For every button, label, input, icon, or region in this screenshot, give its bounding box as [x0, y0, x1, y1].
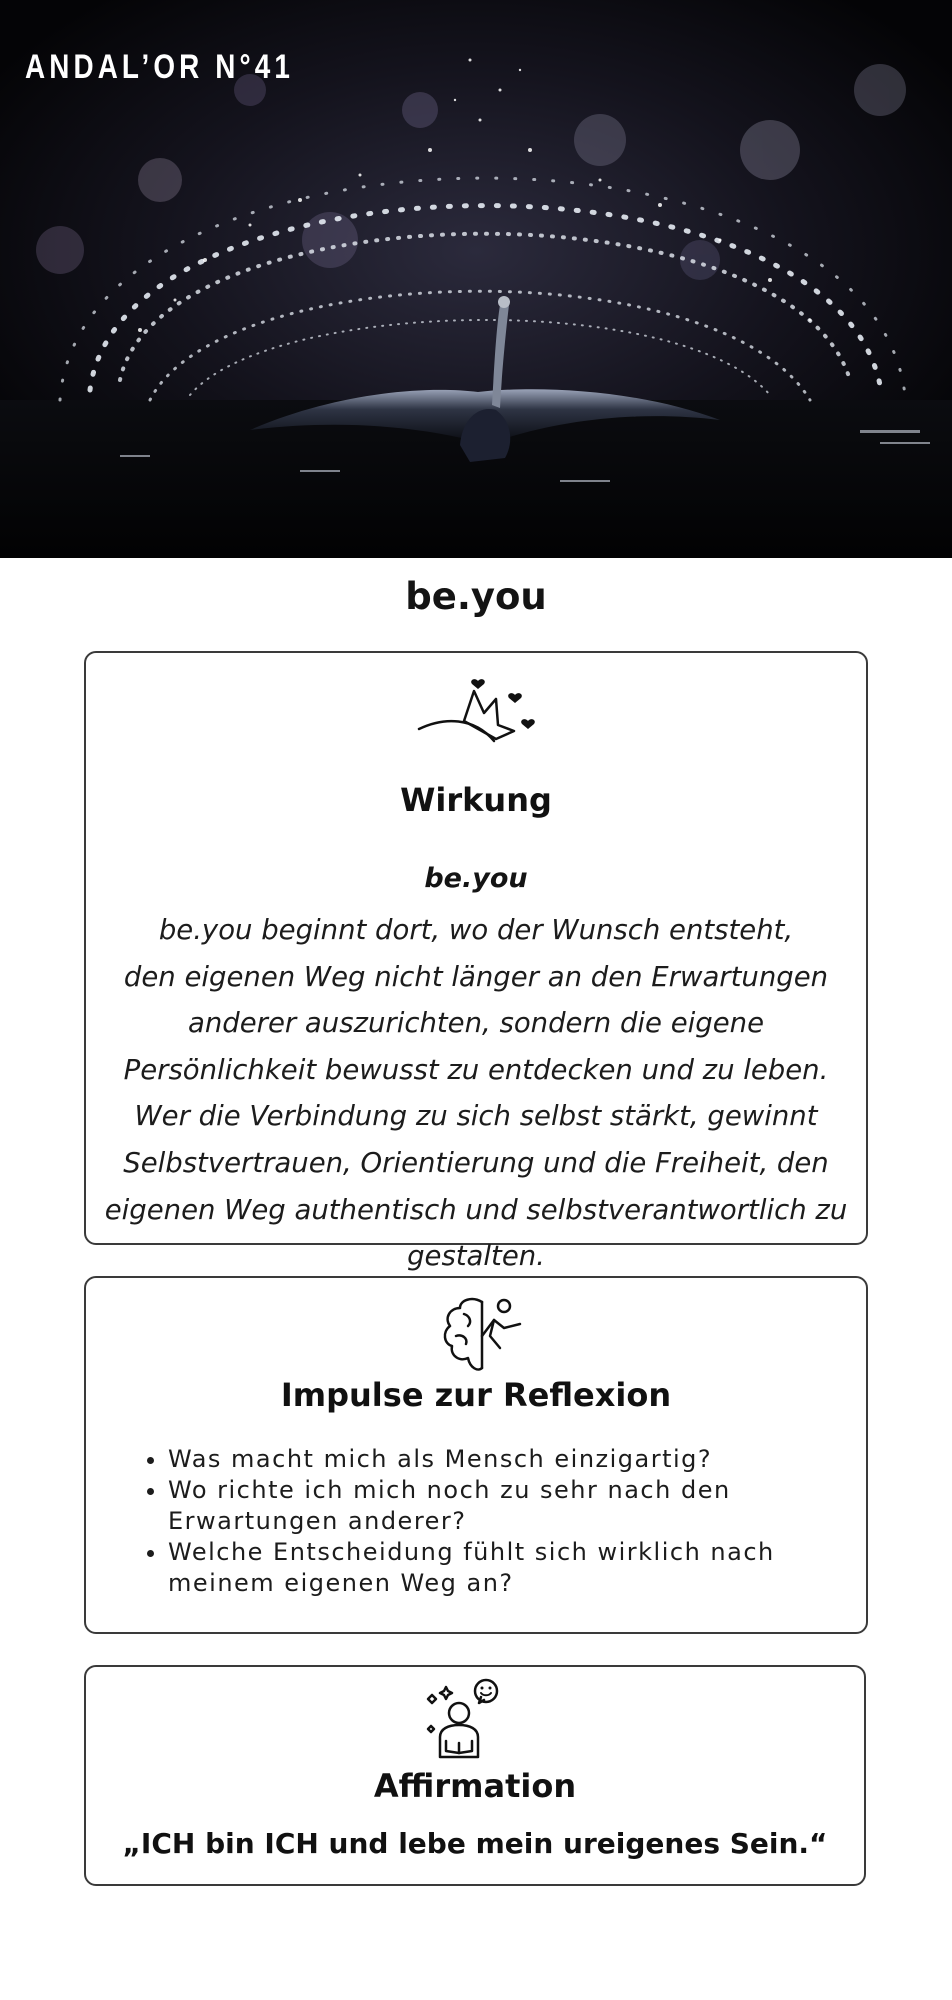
reflection-heading: Impulse zur Reflexion	[280, 1376, 672, 1414]
person-reading-with-smiley-icon	[424, 1677, 504, 1759]
effect-subtitle: be.you	[424, 863, 528, 894]
effect-body-text: be.you beginnt dort, wo der Wunsch entsteht, den eigenen Weg nicht länger an den Erwartungen anderer auszurichten, sondern die eigene Persönlichkeit bewusst zu entdecken und zu leben. Wer die Verbindung zu sich selbst stärkt, gewinnt Selbstvertrauen, Orientierung und die Freiheit, den eigenen Weg authentisch und selbstverantwortlich zu gestalten.	[104, 914, 848, 1273]
effect-card	[84, 651, 868, 1273]
reflection-list	[128, 1444, 846, 1599]
affirmation-text: „ICH bin ICH und lebe mein ureigenes Sein.“	[122, 1827, 828, 1860]
brain-person-icon	[438, 1296, 526, 1376]
list-item: • Wo richte ich mich noch zu sehr nach den Erwartungen anderer?	[168, 1475, 846, 1537]
hero-image	[0, 0, 952, 558]
affirmation-heading: Affirmation	[373, 1767, 577, 1805]
effect-heading: Wirkung	[400, 781, 552, 819]
page-title: be.you	[405, 575, 547, 618]
list-item: • Was macht mich als Mensch einzigartig?	[168, 1444, 846, 1475]
reflection-card	[84, 1276, 868, 1634]
affirmation-card	[84, 1665, 866, 1886]
crown-with-hearts-icon	[414, 669, 544, 754]
brand-logo: ANDAL’OR N°41	[25, 48, 294, 86]
list-item: • Welche Entscheidung fühlt sich wirklich nach meinem eigenen Weg an?	[168, 1537, 846, 1599]
